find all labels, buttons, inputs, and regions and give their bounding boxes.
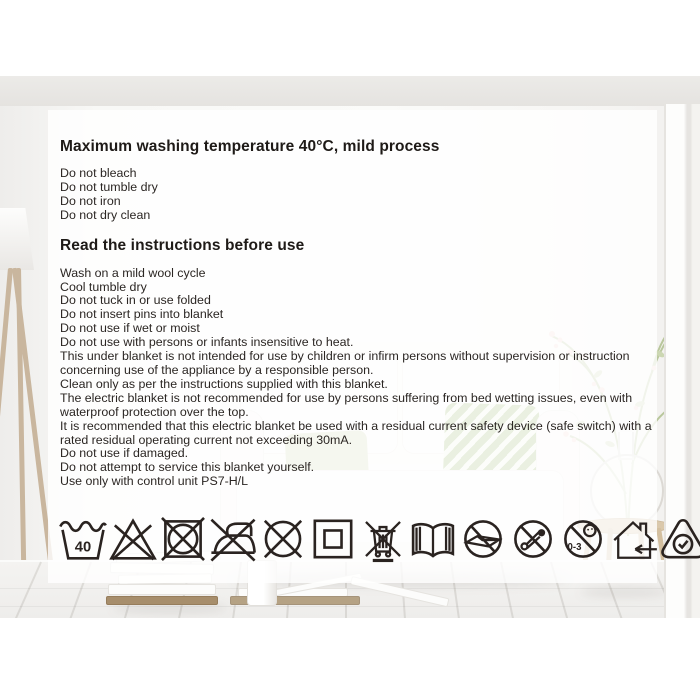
weee-no-bin-icon [358,514,408,564]
instruction-line: Do not tumble dry [60,179,158,194]
svg-text:40: 40 [74,539,92,556]
wash-40-icon [58,514,108,564]
instruction-line: Wash on a mild wool cycle [60,265,206,280]
instruction-line: Clean only as per the instructions supplied with this blanket. [60,376,388,391]
rcm-compliance-icon [658,514,700,564]
double-insulated-icon [308,514,358,564]
instruction-line: Do not attempt to service this blanket yourself. [60,460,315,475]
book [106,596,218,605]
do-not-tumble-dry-icon [158,514,208,564]
instruction-line: Do not bleach [60,166,137,180]
not-for-children-0-3-icon [558,514,608,564]
do-not-iron-icon [208,514,258,564]
read-instructions-icon [408,514,458,564]
instruction-line: Do not use if wet or moist [60,321,200,336]
instruction-line: Do not insert pins into blanket [60,307,224,322]
books-shadow [112,604,228,612]
instruction-line: This under blanket is not intended for use by children or infirm persons without supervision or instruction concerning use of the appliance by a responsible person. [60,349,630,377]
care-instructions [60,138,656,489]
do-not-bleach-icon [108,514,158,564]
instruction-line: The electric blanket is not recommended for use by persons suffering from bed wetting issues, even with waterproof protection over the top. [60,390,633,419]
instruction-line: Use only with control unit PS7-H/L [60,474,249,489]
do-not-use-folded-icon [458,514,508,564]
instruction-line: Do not iron [60,193,121,208]
do-not-insert-pins-icon [508,514,558,564]
care-symbols-row [58,512,657,566]
instruction-line: Do not tuck in or use folded [60,293,211,308]
svg-text:0-3: 0-3 [567,541,582,553]
do-not-dry-clean-icon [258,514,308,564]
instruction-line: Do not use with persons or infants insensitive to heat. [60,335,354,350]
usage-instructions-list [60,267,656,490]
instruction-line: Cool tumble dry [60,279,147,294]
indoor-use-icon [608,514,658,564]
instruction-line: It is recommended that this electric blanket be used with a residual current safety device (safe switch) with a rated residual operating current not exceeding 30mA. [60,418,652,447]
washing-restrictions-list [60,167,656,223]
book [108,584,216,595]
ceiling [0,76,700,107]
instruction-line: Do not use if damaged. [60,446,189,461]
stool-shadow [580,588,670,596]
washing-temperature-heading: Maximum washing temperature 40°C, mild process [60,138,440,155]
instruction-line: Do not dry clean [60,207,151,222]
read-instructions-heading: Read the instructions before use [60,236,305,254]
